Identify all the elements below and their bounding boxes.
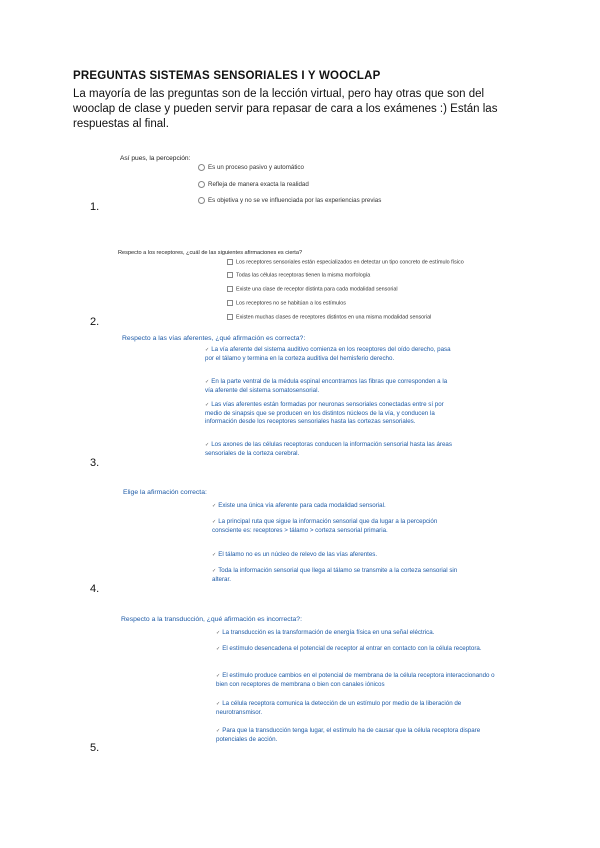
question-number: 1. bbox=[90, 201, 100, 213]
check-icon: ✓ bbox=[212, 568, 217, 574]
answer-option[interactable]: ✓ Los axones de las células receptoras conducen la información sensorial hasta las áreas sensoriales de la corteza cerebral. bbox=[205, 441, 452, 457]
answer-option[interactable]: ✓ La vía aferente del sistema auditivo comienza en los receptores del oído derecho, pasa por el tálamo y termina en la corteza auditiva del hemisferio derecho. bbox=[205, 346, 451, 362]
check-icon: ✓ bbox=[205, 442, 210, 448]
answer-option[interactable]: ✓ En la parte ventral de la médula espinal encontramos las fibras que corresponden a la vía aferente del sistema somatosensorial. bbox=[205, 378, 448, 394]
answer-option[interactable]: ✓ Las vías aferentes están formadas por neuronas sensoriales conectadas entre sí por medio de sinapsis que se producen en los distintos núcleos de la vía, y conducen la información desde los receptores sensoriales hasta las cortezas sensoriales. bbox=[205, 401, 444, 426]
answer-option[interactable]: Todas las células receptoras tienen la misma morfología bbox=[227, 272, 370, 278]
checkbox-icon bbox=[227, 300, 233, 306]
radio-icon bbox=[198, 181, 205, 188]
check-icon: ✓ bbox=[205, 402, 210, 408]
document-intro: La mayoría de las preguntas son de la lección virtual, pero hay otras que son del wooclap de clase y pueden servir para repasar de cara a los exámenes :) Están las respuestas al final. bbox=[73, 88, 498, 130]
check-icon: ✓ bbox=[216, 630, 221, 636]
document-title: PREGUNTAS SISTEMAS SENSORIALES I Y WOOCLAP bbox=[73, 70, 381, 82]
question-prompt: Respecto a la transducción, ¿qué afirmación es incorrecta?: bbox=[121, 616, 302, 623]
check-icon: ✓ bbox=[212, 503, 217, 509]
question-prompt: Elige la afirmación correcta: bbox=[123, 489, 207, 496]
checkbox-icon bbox=[227, 272, 233, 278]
answer-option[interactable]: ✓ La principal ruta que sigue la información sensorial que da lugar a la percepción consciente es: receptores > tálamo > corteza sensorial primaria. bbox=[212, 518, 438, 534]
answer-option[interactable]: ✓ El tálamo no es un núcleo de relevo de las vías aferentes. bbox=[212, 551, 378, 558]
answer-option[interactable]: ✓ Toda la información sensorial que llega al tálamo se transmite a la corteza sensorial sin alterar. bbox=[212, 567, 458, 583]
answer-option[interactable]: Existe una clase de receptor distinta para cada modalidad sensorial bbox=[227, 286, 398, 292]
question-number: 4. bbox=[90, 583, 100, 595]
answer-option[interactable]: Es objetiva y no se ve influenciada por las experiencias previas bbox=[198, 197, 381, 204]
checkbox-icon bbox=[227, 314, 233, 320]
question-prompt: Respecto a las vías aferentes, ¿qué afirmación es correcta?: bbox=[122, 335, 306, 342]
radio-icon bbox=[198, 164, 205, 171]
answer-option[interactable]: Los receptores sensoriales están especializados en detectar un tipo concreto de estímulo físico bbox=[227, 259, 464, 265]
question-number: 3. bbox=[90, 457, 100, 469]
check-icon: ✓ bbox=[212, 519, 217, 525]
checkbox-icon bbox=[227, 259, 233, 265]
answer-option[interactable]: ✓ Para que la transducción tenga lugar, el estímulo ha de causar que la célula receptora dispare potenciales de acción. bbox=[216, 727, 481, 743]
checkbox-icon bbox=[227, 286, 233, 292]
answer-option[interactable]: Existen muchas clases de receptores distintos en una misma modalidad sensorial bbox=[227, 314, 431, 320]
check-icon: ✓ bbox=[216, 646, 221, 652]
check-icon: ✓ bbox=[205, 379, 210, 385]
question-prompt: Respecto a los receptores, ¿cuál de las siguientes afirmaciones es cierta? bbox=[118, 250, 303, 256]
check-icon: ✓ bbox=[205, 347, 210, 353]
answer-option[interactable]: ✓ La transducción es la transformación de energía física en una señal eléctrica. bbox=[216, 629, 435, 636]
answer-option[interactable]: Los receptores no se habitúan a los estímulos bbox=[227, 300, 346, 306]
question-prompt: Así pues, la percepción: bbox=[120, 155, 191, 162]
check-icon: ✓ bbox=[216, 701, 221, 707]
answer-option[interactable]: Es un proceso pasivo y automático bbox=[198, 164, 304, 171]
answer-option[interactable]: ✓ La célula receptora comunica la detección de un estímulo por medio de la liberación de neurotransmisor. bbox=[216, 700, 462, 716]
radio-icon bbox=[198, 197, 205, 204]
answer-option[interactable]: ✓ Existe una única vía aferente para cada modalidad sensorial. bbox=[212, 502, 386, 509]
answer-option[interactable]: ✓ El estímulo produce cambios en el potencial de membrana de la célula receptora interaccionando o bien con receptores de membrana o bien con canales iónicos bbox=[216, 672, 495, 688]
check-icon: ✓ bbox=[216, 728, 221, 734]
answer-option[interactable]: ✓ El estímulo desencadena el potencial de receptor al entrar en contacto con la célula receptora. bbox=[216, 645, 482, 652]
question-number: 2. bbox=[90, 316, 100, 328]
answer-option[interactable]: Refleja de manera exacta la realidad bbox=[198, 181, 309, 188]
check-icon: ✓ bbox=[216, 673, 221, 679]
check-icon: ✓ bbox=[212, 552, 217, 558]
question-number: 5. bbox=[90, 742, 100, 754]
